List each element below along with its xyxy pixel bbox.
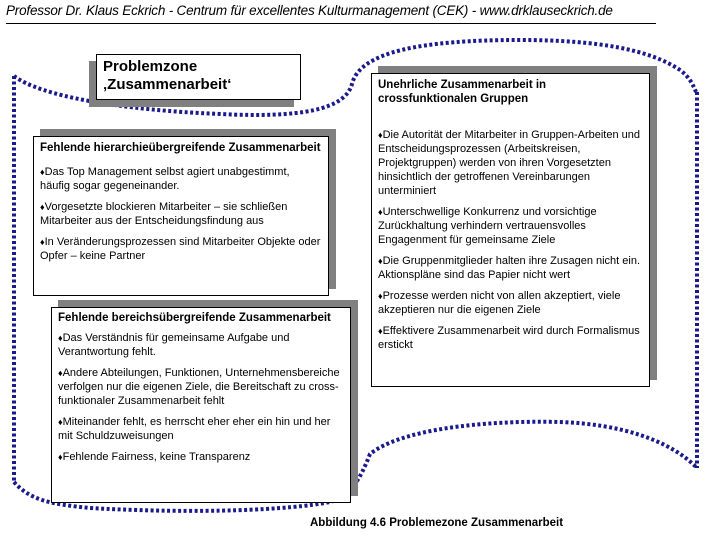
list-item: ♦Das Top Management selbst agiert unabgestimmt, häufig sogar gegeneinander. [40, 166, 290, 192]
list-item: ♦Die Gruppenmitglieder halten ihre Zusagen nicht ein. Aktionspläne sind das Papier nicht wert [378, 255, 641, 281]
diamond-bullet-icon: ♦ [58, 452, 63, 462]
diamond-bullet-icon: ♦ [40, 167, 45, 177]
list-item: ♦Unterschwellige Konkurrenz und vorsichtige Zurückhaltung verhindern vertrauensvolles Engagenment für gemeinsame Ziele [378, 206, 597, 246]
box-hierarchy-title: Fehlende hierarchieübergreifende Zusammenarbeit [40, 142, 321, 154]
list-item: ♦Vorgesetzte blockieren Mitarbeiter – sie schließen Mitarbeiter aus der Entscheidungsfindung aus [40, 201, 288, 227]
page-header: Professor Dr. Klaus Eckrich - Centrum für excellentes Kulturmanagement (CEK) - www.drklauseckrich.de [6, 3, 613, 18]
box-departments [51, 307, 351, 503]
diamond-bullet-icon: ♦ [378, 291, 383, 301]
diamond-bullet-icon: ♦ [58, 368, 63, 378]
title-line-1: Problemzone [103, 58, 198, 75]
box-hierarchy [33, 136, 329, 296]
list-item: ♦Die Autorität der Mitarbeiter in Gruppen-Arbeiten und Entscheidungsprozessen (Arbeitskreisen, Projektgruppen) werden von ihren Vorgesetzten hinsichtlich der getroffenen Vereinbarungen unterminiert [378, 129, 641, 197]
diamond-bullet-icon: ♦ [378, 207, 383, 217]
box-crossfunctional [371, 73, 650, 387]
figure-caption: Abbildung 4.6 Problemezone Zusammenarbeit [310, 517, 564, 529]
title-box [96, 54, 301, 100]
box-departments-title: Fehlende bereichsübergreifende Zusammenarbeit [58, 312, 331, 324]
title-line-2: ‚Zusammenarbeit‘ [103, 76, 232, 93]
diamond-bullet-icon: ♦ [58, 333, 63, 343]
list-item: ♦In Veränderungsprozessen sind Mitarbeiter Objekte oder Opfer – keine Partner [40, 236, 321, 262]
diamond-bullet-icon: ♦ [40, 202, 45, 212]
diamond-bullet-icon: ♦ [378, 326, 383, 336]
diamond-bullet-icon: ♦ [58, 417, 63, 427]
diamond-bullet-icon: ♦ [378, 256, 383, 266]
diamond-bullet-icon: ♦ [40, 237, 45, 247]
diamond-bullet-icon: ♦ [378, 130, 383, 140]
list-item: ♦Fehlende Fairness, keine Transparenz [58, 451, 251, 463]
list-item: ♦Miteinander fehlt, es herrscht eher eher ein hin und her mit Schuldzuweisungen [58, 416, 331, 442]
list-item: ♦Andere Abteilungen, Funktionen, Unternehmensbereiche verfolgen nur die eigenen Ziele, die Bereitschaft zu cross-funktionaler Zusammenarbeit fehlt [58, 367, 340, 407]
list-item: ♦Effektivere Zusammenarbeit wird durch Formalismus erstickt [378, 325, 640, 351]
list-item: ♦Prozesse werden nicht von allen akzeptiert, viele akzeptieren nur die eigenen Ziele [378, 290, 621, 316]
list-item: ♦Das Verständnis für gemeinsame Aufgabe und Verantwortung fehlt. [58, 332, 290, 358]
box-crossfunctional-title: Unehrliche Zusammenarbeit in crossfunktionalen Gruppen [378, 79, 547, 105]
